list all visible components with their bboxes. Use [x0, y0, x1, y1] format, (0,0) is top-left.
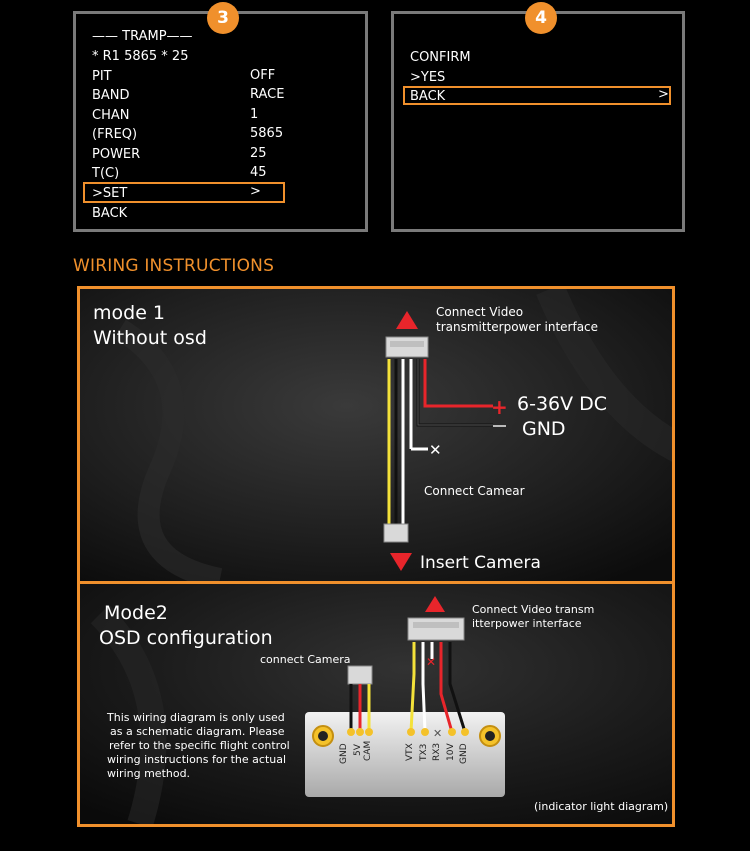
osd-label-chan: CHAN	[92, 108, 130, 123]
osd-label-freq: (FREQ)	[92, 127, 138, 142]
rx3-unused-icon: ✕	[433, 727, 443, 740]
osd-value-power: 25	[250, 146, 267, 161]
mode2-note-line-3: refer to the specific flight control	[109, 739, 290, 752]
cut-wire-icon: ✕	[429, 441, 442, 459]
mode1-subtitle: Without osd	[93, 327, 207, 349]
mode2-pin-tx3: TX3	[419, 743, 429, 761]
mode1-camera-label: Connect Camear	[424, 484, 525, 498]
osd-value-set: >	[250, 184, 261, 199]
mode1-panel	[77, 286, 675, 584]
mode2-vtx-arrow-up	[425, 596, 445, 612]
osd-label-temp: T(C)	[92, 166, 120, 181]
osd-label-back: BACK	[92, 206, 128, 221]
mode2-vtx-connector	[408, 618, 464, 640]
mode1-power-label: 6-36V DC	[517, 393, 608, 415]
mode2-note-line-5: wiring method.	[107, 767, 191, 780]
osd-line-yes: >YES	[410, 70, 446, 85]
mode2-subtitle: OSD configuration	[99, 627, 273, 649]
mode1-vtx-label-2: transmitterpower interface	[436, 320, 599, 334]
osd-value-freq: 5865	[250, 126, 284, 141]
mode2-title: Mode2	[104, 602, 168, 624]
mode2-note-line-1: This wiring diagram is only used	[107, 711, 285, 724]
mode2-pin-cam: CAM	[363, 740, 373, 761]
mode1-insert-camera: Insert Camera	[420, 553, 541, 573]
step-badge-3: 3	[207, 2, 239, 34]
mode2-pin-5v: 5V	[353, 744, 363, 756]
mode2-cut-wire-icon: ✕	[426, 655, 437, 669]
osd-value-pit: OFF	[250, 68, 276, 83]
plus-icon: +	[491, 395, 508, 419]
osd-value-chan: 1	[250, 107, 259, 122]
mode2-pin-gnd-1: GND	[339, 743, 349, 764]
osd-value-band: RACE	[250, 87, 285, 102]
osd-line-title: —— TRAMP——	[92, 29, 193, 44]
osd-line-back-arrow: >	[658, 87, 669, 102]
mode1-vtx-label-1: Connect Video	[436, 305, 524, 319]
step-badge-4: 4	[525, 2, 557, 34]
osd-line-back: BACK	[410, 89, 446, 104]
osd-line-status: * R1 5865 * 25	[92, 49, 189, 64]
mode2-vtx-label-1: Connect Video transm	[472, 603, 595, 616]
mode2-pin-vtx: VTX	[405, 743, 415, 761]
mode2-pin-rx3: RX3	[432, 742, 442, 761]
mode2-panel	[77, 581, 675, 827]
mode1-gnd-label: GND	[522, 418, 566, 440]
vtx-arrow-up	[396, 311, 418, 329]
camera-connector	[384, 524, 408, 542]
osd-value-temp: 45	[250, 165, 267, 180]
osd-label-band: BAND	[92, 88, 130, 103]
mode1-title: mode 1	[93, 302, 166, 324]
mode2-pin-10v: 10V	[446, 743, 456, 761]
mode2-indicator-caption: (indicator light diagram)	[534, 800, 669, 813]
mode2-note-line-4: wiring instructions for the actual	[107, 753, 287, 766]
osd-menu-confirm	[391, 8, 685, 232]
mode2-camera-label: connect Camera	[260, 653, 351, 666]
section-title: WIRING INSTRUCTIONS	[73, 256, 275, 276]
mode2-pin-gnd-2: GND	[459, 743, 469, 764]
mode2-vtx-label-2: itterpower interface	[472, 617, 582, 630]
osd-label-set: >SET	[92, 186, 128, 201]
mode2-wiring-diagram	[80, 584, 672, 824]
osd-label-pit: PIT	[92, 69, 112, 84]
osd-line-confirm: CONFIRM	[410, 50, 471, 65]
mode2-note-line-2: as a schematic diagram. Please	[110, 725, 285, 738]
camera-arrow-down	[390, 553, 412, 571]
osd-label-power: POWER	[92, 147, 141, 162]
osd-menu-tramp	[73, 8, 368, 232]
mode2-camera-connector	[348, 666, 372, 684]
